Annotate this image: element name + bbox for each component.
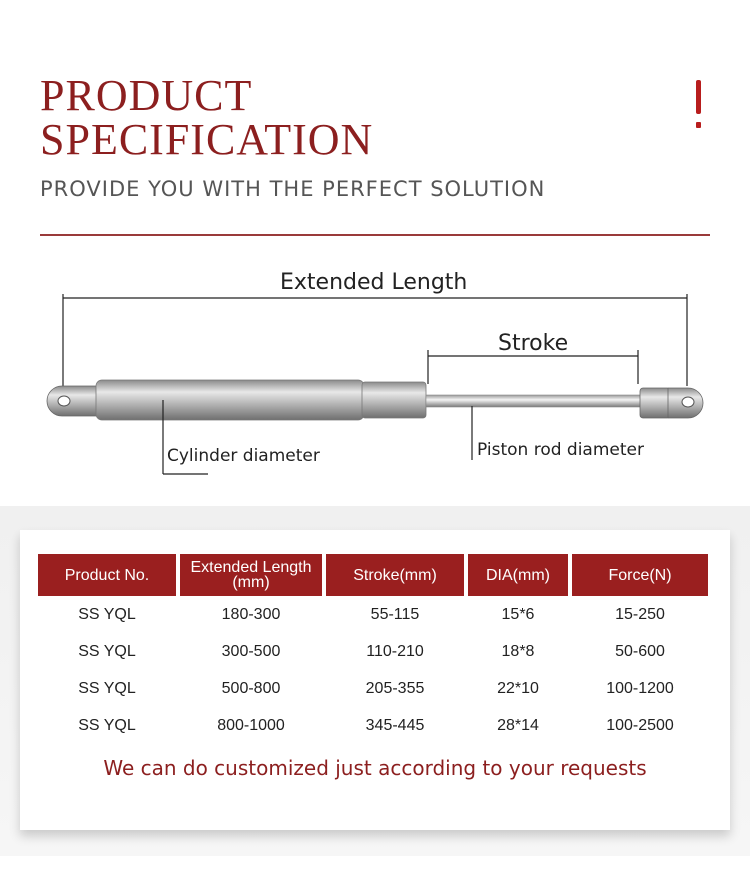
cell-product-no: SS YQL	[78, 716, 136, 734]
cell-force: 50-600	[615, 642, 665, 660]
cell-stroke: 55-115	[370, 605, 420, 623]
spec-card	[20, 530, 730, 830]
cell-stroke: 205-355	[365, 679, 425, 697]
table-row	[38, 596, 708, 633]
spec-table-section	[0, 506, 750, 856]
cell-force: 15-250	[615, 605, 665, 623]
customization-note: We can do customized just according to your requests	[103, 756, 647, 780]
cell-stroke: 345-445	[365, 716, 425, 734]
cell-extended-length: 180-300	[221, 605, 281, 623]
cell-extended-length: 300-500	[221, 642, 281, 660]
cell-force: 100-1200	[606, 679, 674, 697]
cell-dia: 28*14	[497, 716, 539, 734]
cell-dia: 18*8	[501, 642, 535, 660]
header-product-no: Product No.	[38, 554, 176, 596]
header-extended-length-main: Extended Length	[190, 559, 312, 576]
table-row	[38, 670, 708, 707]
page-title-line-1: PRODUCT	[40, 71, 253, 120]
extended-length-label: Extended Length	[280, 270, 468, 295]
header-extended-length	[180, 554, 322, 596]
divider	[40, 234, 710, 236]
gas-spring-diagram	[0, 250, 750, 490]
cell-product-no: SS YQL	[78, 605, 136, 623]
title-block	[40, 71, 374, 164]
cell-product-no: SS YQL	[78, 679, 136, 697]
cylinder-diameter-label: Cylinder diameter	[167, 446, 320, 466]
cell-product-no: SS YQL	[78, 642, 136, 660]
header-stroke: Stroke(mm)	[326, 554, 464, 596]
header-dia: DIA(mm)	[468, 554, 568, 596]
cell-extended-length: 800-1000	[217, 716, 285, 734]
page-title-line-2: SPECIFICATION	[40, 115, 374, 164]
table-header-row	[38, 554, 708, 596]
table-row	[38, 633, 708, 670]
piston-rod-diameter-label: Piston rod diameter	[477, 440, 644, 460]
cell-force: 100-2500	[606, 716, 674, 734]
cell-dia: 22*10	[497, 679, 539, 697]
table-row	[38, 707, 708, 744]
header-extended-length-unit: (mm)	[232, 574, 270, 591]
stroke-label: Stroke	[498, 331, 569, 356]
spec-table	[34, 554, 712, 744]
exclamation-icon	[696, 80, 701, 130]
page-subtitle: PROVIDE YOU WITH THE PERFECT SOLUTION	[40, 177, 546, 201]
cell-stroke: 110-210	[366, 642, 424, 660]
cell-dia: 15*6	[501, 605, 535, 623]
cell-extended-length: 500-800	[221, 679, 281, 697]
header-force: Force(N)	[572, 554, 708, 596]
